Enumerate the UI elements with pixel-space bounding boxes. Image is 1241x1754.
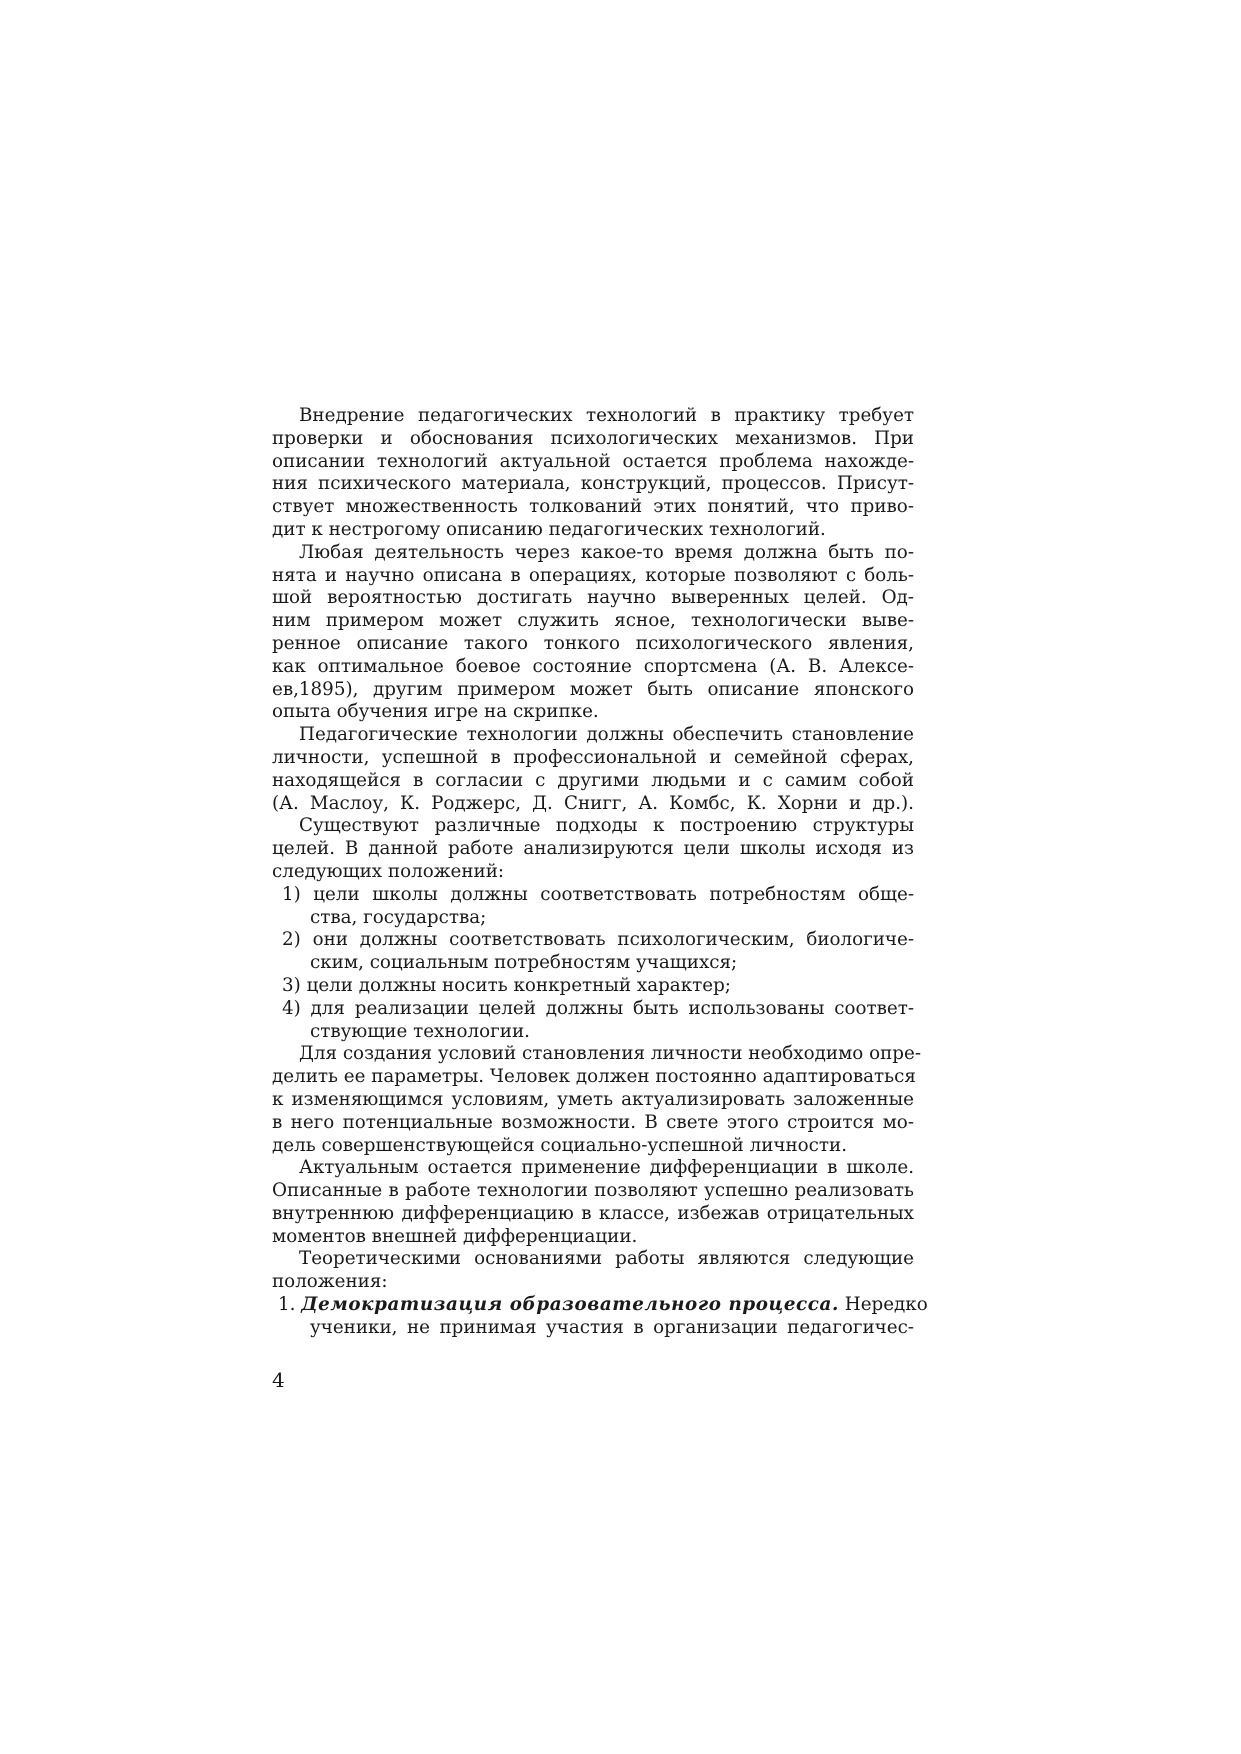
list-item-line: ства, государства; — [310, 906, 487, 928]
text-line: следующих положений: — [272, 860, 505, 882]
text-line: ним примером может служить ясное, технологически выве- — [272, 610, 914, 632]
text-line: Существуют различные подходы к построению структуры — [299, 815, 914, 837]
numbered-principle-item — [272, 1294, 928, 1317]
text-line: шой вероятностью достигать научно выверенных целей. Од- — [272, 587, 914, 609]
body-text — [272, 405, 928, 1340]
text-line: ния психического материала, конструкций, процессов. Присут- — [272, 473, 914, 495]
text-line: в него потенциальные возможности. В свете этого строится мо- — [272, 1111, 914, 1133]
text-line: к изменяющимся условиям, уметь актуализировать заложенные — [272, 1088, 914, 1110]
principle-text-start: Нередко — [844, 1294, 928, 1316]
principle-number: 1. — [278, 1294, 296, 1316]
principle-title: Демократизация образовательного процесса. — [301, 1294, 839, 1316]
text-line: Для создания условий становления личности необходимо опре- — [299, 1043, 921, 1065]
list-item-line: ствующие технологии. — [310, 1020, 530, 1042]
text-line: проверки и обоснования психологических механизмов. При — [272, 427, 914, 449]
list-item-line: 2) они должны соответствовать психологическим, биологиче- — [282, 929, 914, 951]
text-line: Описанные в работе технологии позволяют успешно реализовать — [272, 1180, 914, 1202]
text-line: делить ее параметры. Человек должен постоянно адаптироваться — [272, 1066, 916, 1088]
page-number: 4 — [272, 1368, 285, 1392]
text-line: дит к нестрогому описанию педагогических технологий. — [272, 518, 826, 540]
text-line: находящейся в согласии с другими людьми и с самим собой — [272, 769, 914, 791]
text-line: описании технологий актуальной остается проблема нахожде- — [272, 450, 914, 472]
list-item-line: ским, социальным потребностям учащихся; — [310, 952, 738, 974]
text-line: Теоретическими основаниями работы являются следующие — [299, 1248, 914, 1270]
text-line: (А. Маслоу, К. Роджерс, Д. Снигг, А. Комбс, К. Хорни и др.). — [272, 792, 914, 814]
text-line: ствует множественность толкований этих понятий, что приво- — [272, 496, 914, 518]
text-line: целей. В данной работе анализируются цели школы исходя из — [272, 838, 914, 860]
list-item-line: 4) для реализации целей должны быть использованы соответ- — [282, 997, 914, 1019]
text-line: ученики, не принимая участия в организации педагогичес- — [310, 1316, 914, 1338]
list-item-line: 3) цели должны носить конкретный характер; — [282, 974, 731, 996]
text-line: личности, успешной в профессиональной и семейной сферах, — [272, 746, 914, 768]
text-line: ев,1895), другим примером может быть описание японского — [272, 678, 914, 700]
text-line: опыта обучения игре на скрипке. — [272, 701, 599, 723]
text-line: моментов внешней дифференциации. — [272, 1225, 638, 1247]
list-item-line: 1) цели школы должны соответствовать потребностям обще- — [282, 883, 914, 905]
text-line: Актуальным остается применение дифференциации в школе. — [299, 1157, 914, 1179]
text-line: положения: — [272, 1271, 388, 1293]
text-line: ренное описание такого тонкого психологического явления, — [272, 632, 914, 654]
text-line: нята и научно описана в операциях, которые позволяют с боль- — [272, 564, 914, 586]
text-line: дель совершенствующейся социально-успешной личности. — [272, 1134, 848, 1156]
text-line: Педагогические технологии должны обеспечить становление — [299, 724, 914, 746]
text-line: как оптимальное боевое состояние спортсмена (А. В. Алексе- — [272, 655, 914, 677]
text-line: внутреннюю дифференциацию в классе, избежав отрицательных — [272, 1202, 914, 1224]
text-line: Любая деятельность через какое-то время должна быть по- — [299, 541, 914, 563]
text-line: Внедрение педагогических технологий в практику требует — [299, 405, 914, 426]
